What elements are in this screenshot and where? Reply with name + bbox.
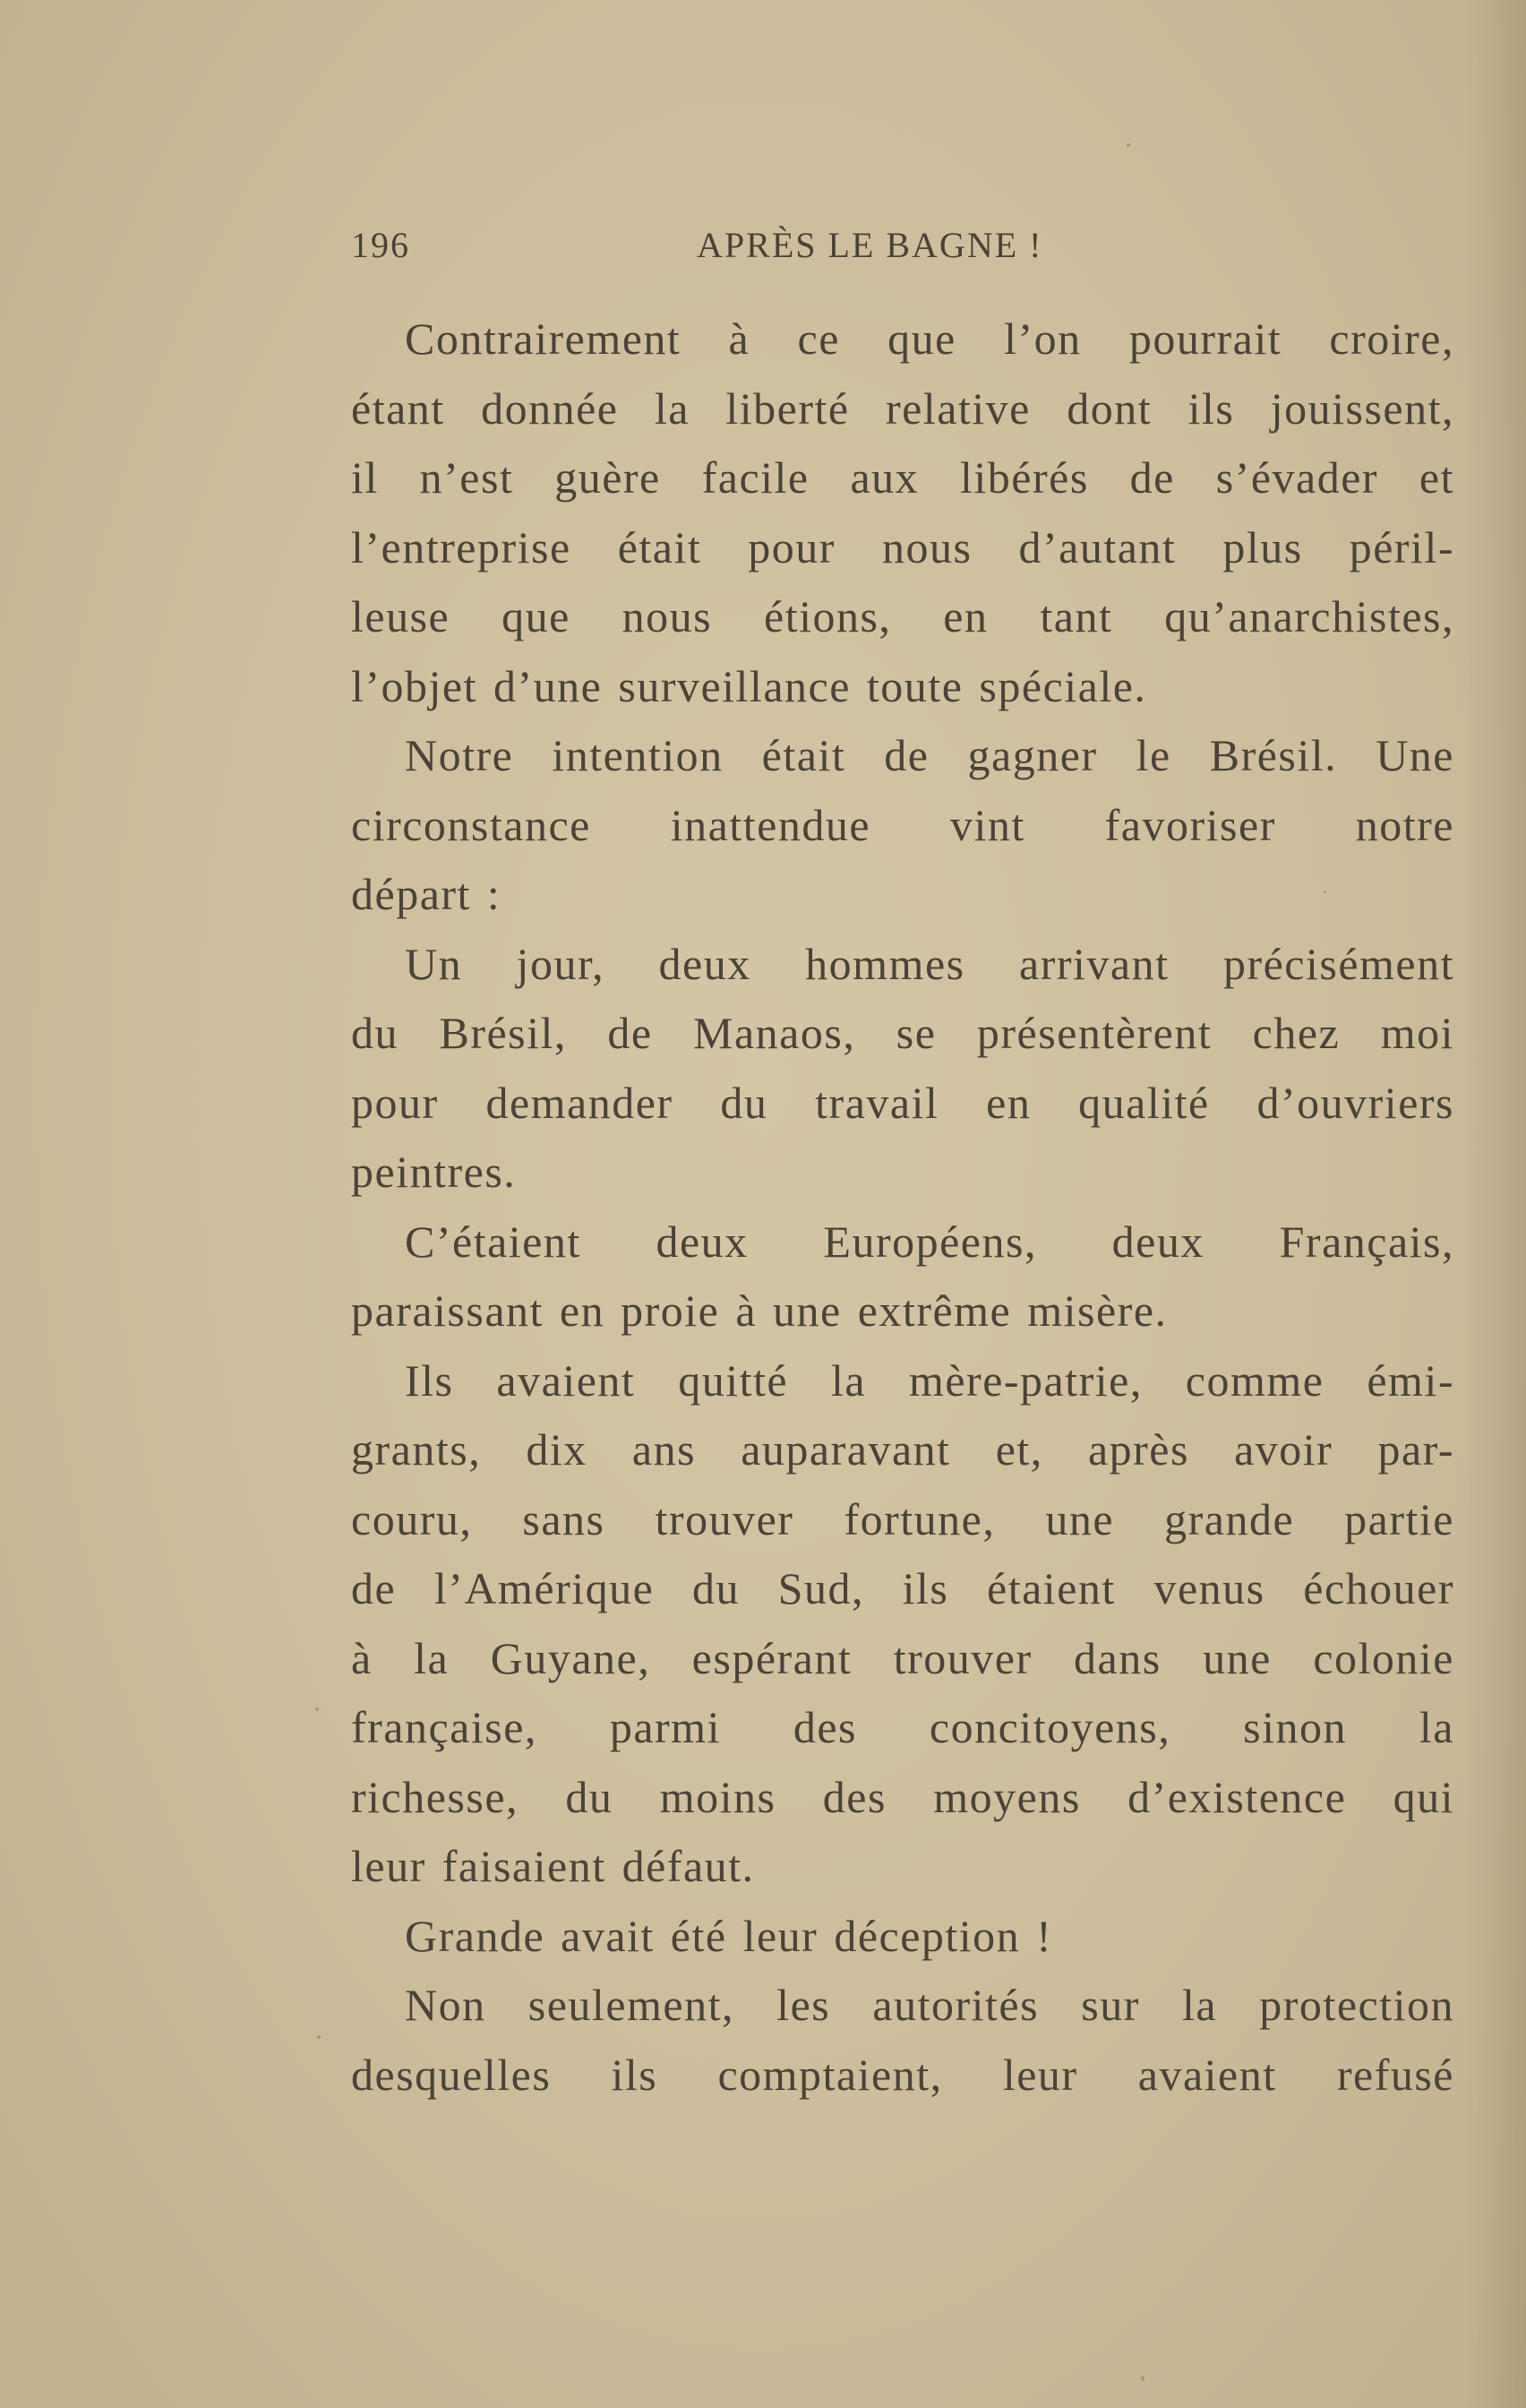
text-line: circonstance inattendue vint favoriser notre bbox=[351, 799, 1454, 850]
text-line: l’entreprise était pour nous d’autant plus péril- bbox=[351, 521, 1454, 572]
paper-speck bbox=[315, 1707, 319, 1711]
paper-speck bbox=[1324, 890, 1326, 893]
paper-speck bbox=[1141, 2376, 1144, 2381]
text-line: C’étaient deux Européens, deux Français, bbox=[405, 1216, 1454, 1267]
page-edge-shadow bbox=[1463, 0, 1526, 2408]
text-line: française, parmi des concitoyens, sinon la bbox=[351, 1702, 1454, 1752]
text-line: Un jour, deux hommes arrivant précisément bbox=[405, 938, 1454, 989]
text-line: Notre intention était de gagner le Brésil. Une bbox=[405, 730, 1454, 780]
text-line: leur faisaient défaut. bbox=[351, 1841, 755, 1891]
text-line: couru, sans trouver fortune, une grande partie bbox=[351, 1493, 1454, 1544]
text-line: départ : bbox=[351, 869, 502, 919]
text-line: l’objet d’une surveillance toute spéciale. bbox=[351, 660, 1147, 711]
text-line: pour demander du travail en qualité d’ouvriers bbox=[351, 1077, 1454, 1128]
text-line: desquelles ils comptaient, leur avaient refusé bbox=[351, 2049, 1454, 2100]
text-line: peintres. bbox=[351, 1147, 517, 1197]
text-line: du Brésil, de Manaos, se présentèrent chez moi bbox=[351, 1008, 1454, 1058]
text-line: leuse que nous étions, en tant qu’anarchistes, bbox=[351, 591, 1454, 641]
running-title: APRÈS LE BAGNE ! bbox=[697, 225, 1043, 265]
text-line: il n’est guère facile aux libérés de s’évader et bbox=[351, 452, 1454, 503]
text-line: grants, dix ans auparavant et, après avoir par- bbox=[351, 1424, 1454, 1475]
text-line: Contrairement à ce que l’on pourrait croire, bbox=[405, 314, 1454, 364]
page-number: 196 bbox=[351, 225, 410, 265]
text-line: Ils avaient quitté la mère-patrie, comme émi- bbox=[405, 1354, 1454, 1406]
text-line: de l’Amérique du Sud, ils étaient venus échouer bbox=[351, 1563, 1454, 1613]
text-line: Non seulement, les autorités sur la protection bbox=[405, 1980, 1454, 2030]
text-line: à la Guyane, espérant trouver dans une colonie bbox=[351, 1632, 1454, 1683]
body-text bbox=[351, 305, 1454, 2110]
text-line: étant donnée la liberté relative dont ils jouissent, bbox=[351, 383, 1454, 434]
text-line: Grande avait été leur déception ! bbox=[405, 1910, 1053, 1961]
text-line: richesse, du moins des moyens d’existence qui bbox=[351, 1771, 1454, 1822]
page-header bbox=[351, 224, 1454, 278]
paper-speck bbox=[317, 2035, 321, 2039]
paper-speck bbox=[1127, 143, 1130, 147]
text-line: paraissant en proie à une extrême misère. bbox=[351, 1286, 1168, 1336]
